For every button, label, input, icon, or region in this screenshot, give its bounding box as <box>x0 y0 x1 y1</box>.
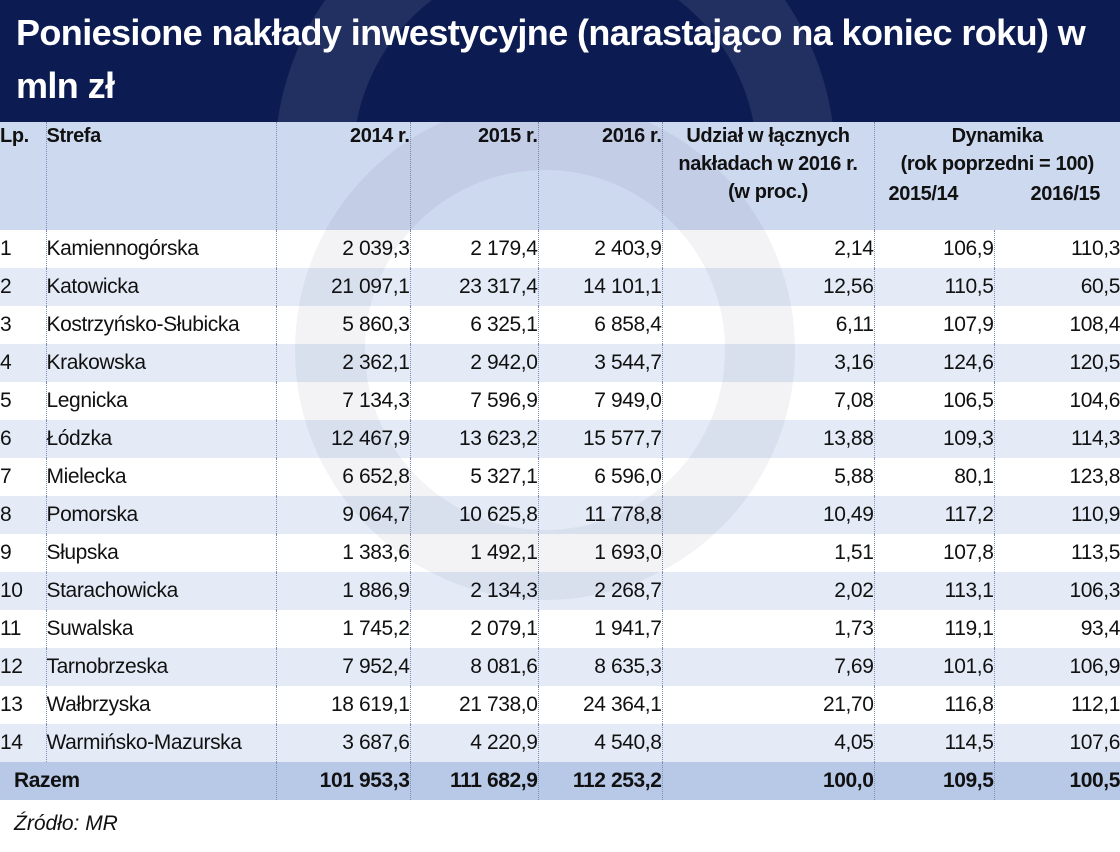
cell-udzial: 13,88 <box>662 420 874 458</box>
cell-dyn-2016-15: 120,5 <box>994 344 1120 382</box>
cell-2016: 2 268,7 <box>538 572 662 610</box>
cell-dyn-2015-14: 107,8 <box>874 534 994 572</box>
header-dynamika <box>874 122 1120 230</box>
cell-dyn-2015-14: 117,2 <box>874 496 994 534</box>
table-row <box>0 458 1120 496</box>
total-row <box>0 762 1120 800</box>
cell-2016: 8 635,3 <box>538 648 662 686</box>
cell-dyn-2015-14: 106,9 <box>874 230 994 268</box>
cell-lp: 11 <box>0 610 46 648</box>
cell-strefa: Krakowska <box>46 344 276 382</box>
cell-strefa: Wałbrzyska <box>46 686 276 724</box>
table-row <box>0 268 1120 306</box>
cell-2016: 24 364,1 <box>538 686 662 724</box>
total-label: Razem <box>0 762 276 800</box>
cell-dyn-2015-14: 124,6 <box>874 344 994 382</box>
cell-2015: 13 623,2 <box>410 420 538 458</box>
cell-dyn-2015-14: 107,9 <box>874 306 994 344</box>
cell-2015: 10 625,8 <box>410 496 538 534</box>
cell-lp: 6 <box>0 420 46 458</box>
cell-lp: 14 <box>0 724 46 762</box>
cell-2016: 11 778,8 <box>538 496 662 534</box>
cell-2015: 2 179,4 <box>410 230 538 268</box>
cell-lp: 5 <box>0 382 46 420</box>
cell-strefa: Kostrzyńsko-Słubicka <box>46 306 276 344</box>
cell-udzial: 2,02 <box>662 572 874 610</box>
table-row <box>0 610 1120 648</box>
header-strefa: Strefa <box>46 122 276 230</box>
cell-dyn-2016-15: 108,4 <box>994 306 1120 344</box>
cell-strefa: Tarnobrzeska <box>46 648 276 686</box>
table-row <box>0 724 1120 762</box>
cell-2015: 5 327,1 <box>410 458 538 496</box>
cell-dyn-2016-15: 113,5 <box>994 534 1120 572</box>
cell-2014: 1 886,9 <box>276 572 410 610</box>
cell-dyn-2015-14: 106,5 <box>874 382 994 420</box>
cell-udzial: 12,56 <box>662 268 874 306</box>
cell-dyn-2015-14: 114,5 <box>874 724 994 762</box>
cell-2015: 8 081,6 <box>410 648 538 686</box>
total-2015: 111 682,9 <box>410 762 538 800</box>
cell-dyn-2016-15: 110,3 <box>994 230 1120 268</box>
table-row <box>0 534 1120 572</box>
cell-2014: 9 064,7 <box>276 496 410 534</box>
header-udzial-line2: nakładach w 2016 r. <box>678 153 858 175</box>
cell-dyn-2016-15: 104,6 <box>994 382 1120 420</box>
table-row <box>0 686 1120 724</box>
cell-dyn-2016-15: 110,9 <box>994 496 1120 534</box>
cell-2014: 1 383,6 <box>276 534 410 572</box>
cell-dyn-2016-15: 123,8 <box>994 458 1120 496</box>
cell-2015: 1 492,1 <box>410 534 538 572</box>
cell-dyn-2016-15: 107,6 <box>994 724 1120 762</box>
table-body <box>0 230 1120 762</box>
cell-lp: 8 <box>0 496 46 534</box>
cell-2016: 15 577,7 <box>538 420 662 458</box>
cell-udzial: 3,16 <box>662 344 874 382</box>
cell-dyn-2016-15: 114,3 <box>994 420 1120 458</box>
table-row <box>0 648 1120 686</box>
cell-2014: 7 134,3 <box>276 382 410 420</box>
cell-dyn-2015-14: 80,1 <box>874 458 994 496</box>
cell-2016: 2 403,9 <box>538 230 662 268</box>
cell-2015: 2 942,0 <box>410 344 538 382</box>
total-dyn-2016-15: 100,5 <box>994 762 1120 800</box>
cell-strefa: Łódzka <box>46 420 276 458</box>
header-udzial <box>662 122 874 230</box>
table-row <box>0 496 1120 534</box>
cell-2015: 7 596,9 <box>410 382 538 420</box>
cell-2015: 2 134,3 <box>410 572 538 610</box>
cell-strefa: Starachowicka <box>46 572 276 610</box>
table-row <box>0 572 1120 610</box>
cell-dyn-2016-15: 106,9 <box>994 648 1120 686</box>
header-2016: 2016 r. <box>538 122 662 230</box>
cell-2014: 7 952,4 <box>276 648 410 686</box>
cell-lp: 12 <box>0 648 46 686</box>
cell-2016: 7 949,0 <box>538 382 662 420</box>
cell-2015: 23 317,4 <box>410 268 538 306</box>
cell-udzial: 5,88 <box>662 458 874 496</box>
table-row <box>0 344 1120 382</box>
cell-2016: 6 596,0 <box>538 458 662 496</box>
page-title: Poniesione nakłady inwestycyjne (narastająco na koniec roku) w mln zł <box>16 12 1086 106</box>
cell-lp: 9 <box>0 534 46 572</box>
table-header-row <box>0 122 1120 230</box>
cell-2014: 21 097,1 <box>276 268 410 306</box>
cell-2015: 21 738,0 <box>410 686 538 724</box>
source-note: Źródło: MR <box>14 812 118 835</box>
cell-2016: 1 693,0 <box>538 534 662 572</box>
cell-udzial: 1,73 <box>662 610 874 648</box>
cell-dyn-2015-14: 110,5 <box>874 268 994 306</box>
table-row <box>0 306 1120 344</box>
cell-2016: 1 941,7 <box>538 610 662 648</box>
cell-2014: 3 687,6 <box>276 724 410 762</box>
cell-dyn-2015-14: 116,8 <box>874 686 994 724</box>
cell-lp: 7 <box>0 458 46 496</box>
header-dynamika-line2: (rok poprzedni = 100) <box>900 153 1094 175</box>
cell-lp: 13 <box>0 686 46 724</box>
cell-udzial: 21,70 <box>662 686 874 724</box>
header-udzial-line1: Udział w łącznych <box>686 125 850 147</box>
cell-udzial: 2,14 <box>662 230 874 268</box>
cell-2014: 2 039,3 <box>276 230 410 268</box>
cell-2014: 1 745,2 <box>276 610 410 648</box>
cell-lp: 1 <box>0 230 46 268</box>
cell-2016: 4 540,8 <box>538 724 662 762</box>
cell-dyn-2016-15: 106,3 <box>994 572 1120 610</box>
cell-strefa: Warmińsko-Mazurska <box>46 724 276 762</box>
cell-lp: 4 <box>0 344 46 382</box>
cell-dyn-2016-15: 93,4 <box>994 610 1120 648</box>
cell-2015: 2 079,1 <box>410 610 538 648</box>
cell-strefa: Mielecka <box>46 458 276 496</box>
cell-strefa: Pomorska <box>46 496 276 534</box>
cell-dyn-2015-14: 113,1 <box>874 572 994 610</box>
cell-strefa: Legnicka <box>46 382 276 420</box>
cell-dyn-2016-15: 112,1 <box>994 686 1120 724</box>
cell-2014: 18 619,1 <box>276 686 410 724</box>
cell-udzial: 7,69 <box>662 648 874 686</box>
cell-2015: 4 220,9 <box>410 724 538 762</box>
investment-table <box>0 122 1120 800</box>
table-row <box>0 420 1120 458</box>
cell-2016: 14 101,1 <box>538 268 662 306</box>
cell-strefa: Suwalska <box>46 610 276 648</box>
header-lp: Lp. <box>0 122 46 230</box>
cell-2014: 5 860,3 <box>276 306 410 344</box>
cell-dyn-2016-15: 60,5 <box>994 268 1120 306</box>
cell-udzial: 4,05 <box>662 724 874 762</box>
cell-2014: 2 362,1 <box>276 344 410 382</box>
cell-2014: 6 652,8 <box>276 458 410 496</box>
cell-udzial: 10,49 <box>662 496 874 534</box>
header-dyn-2015-14: 2015/14 <box>888 183 958 205</box>
total-udzial: 100,0 <box>662 762 874 800</box>
cell-2016: 6 858,4 <box>538 306 662 344</box>
cell-udzial: 6,11 <box>662 306 874 344</box>
header-2014: 2014 r. <box>276 122 410 230</box>
cell-lp: 3 <box>0 306 46 344</box>
total-dyn-2015-14: 109,5 <box>874 762 994 800</box>
table-row <box>0 382 1120 420</box>
cell-lp: 2 <box>0 268 46 306</box>
header-dynamika-line1: Dynamika <box>951 125 1043 147</box>
header-2015: 2015 r. <box>410 122 538 230</box>
cell-strefa: Słupska <box>46 534 276 572</box>
total-2014: 101 953,3 <box>276 762 410 800</box>
cell-dyn-2015-14: 119,1 <box>874 610 994 648</box>
cell-2014: 12 467,9 <box>276 420 410 458</box>
cell-strefa: Katowicka <box>46 268 276 306</box>
table-row <box>0 230 1120 268</box>
cell-dyn-2015-14: 109,3 <box>874 420 994 458</box>
cell-lp: 10 <box>0 572 46 610</box>
total-2016: 112 253,2 <box>538 762 662 800</box>
title-bar <box>0 0 1120 122</box>
cell-2016: 3 544,7 <box>538 344 662 382</box>
cell-udzial: 7,08 <box>662 382 874 420</box>
cell-dyn-2015-14: 101,6 <box>874 648 994 686</box>
cell-udzial: 1,51 <box>662 534 874 572</box>
header-dynamika-subheaders <box>875 180 1120 208</box>
header-udzial-line3: (w proc.) <box>728 181 808 203</box>
cell-2015: 6 325,1 <box>410 306 538 344</box>
cell-strefa: Kamiennogórska <box>46 230 276 268</box>
header-dyn-2016-15: 2016/15 <box>1030 183 1100 205</box>
